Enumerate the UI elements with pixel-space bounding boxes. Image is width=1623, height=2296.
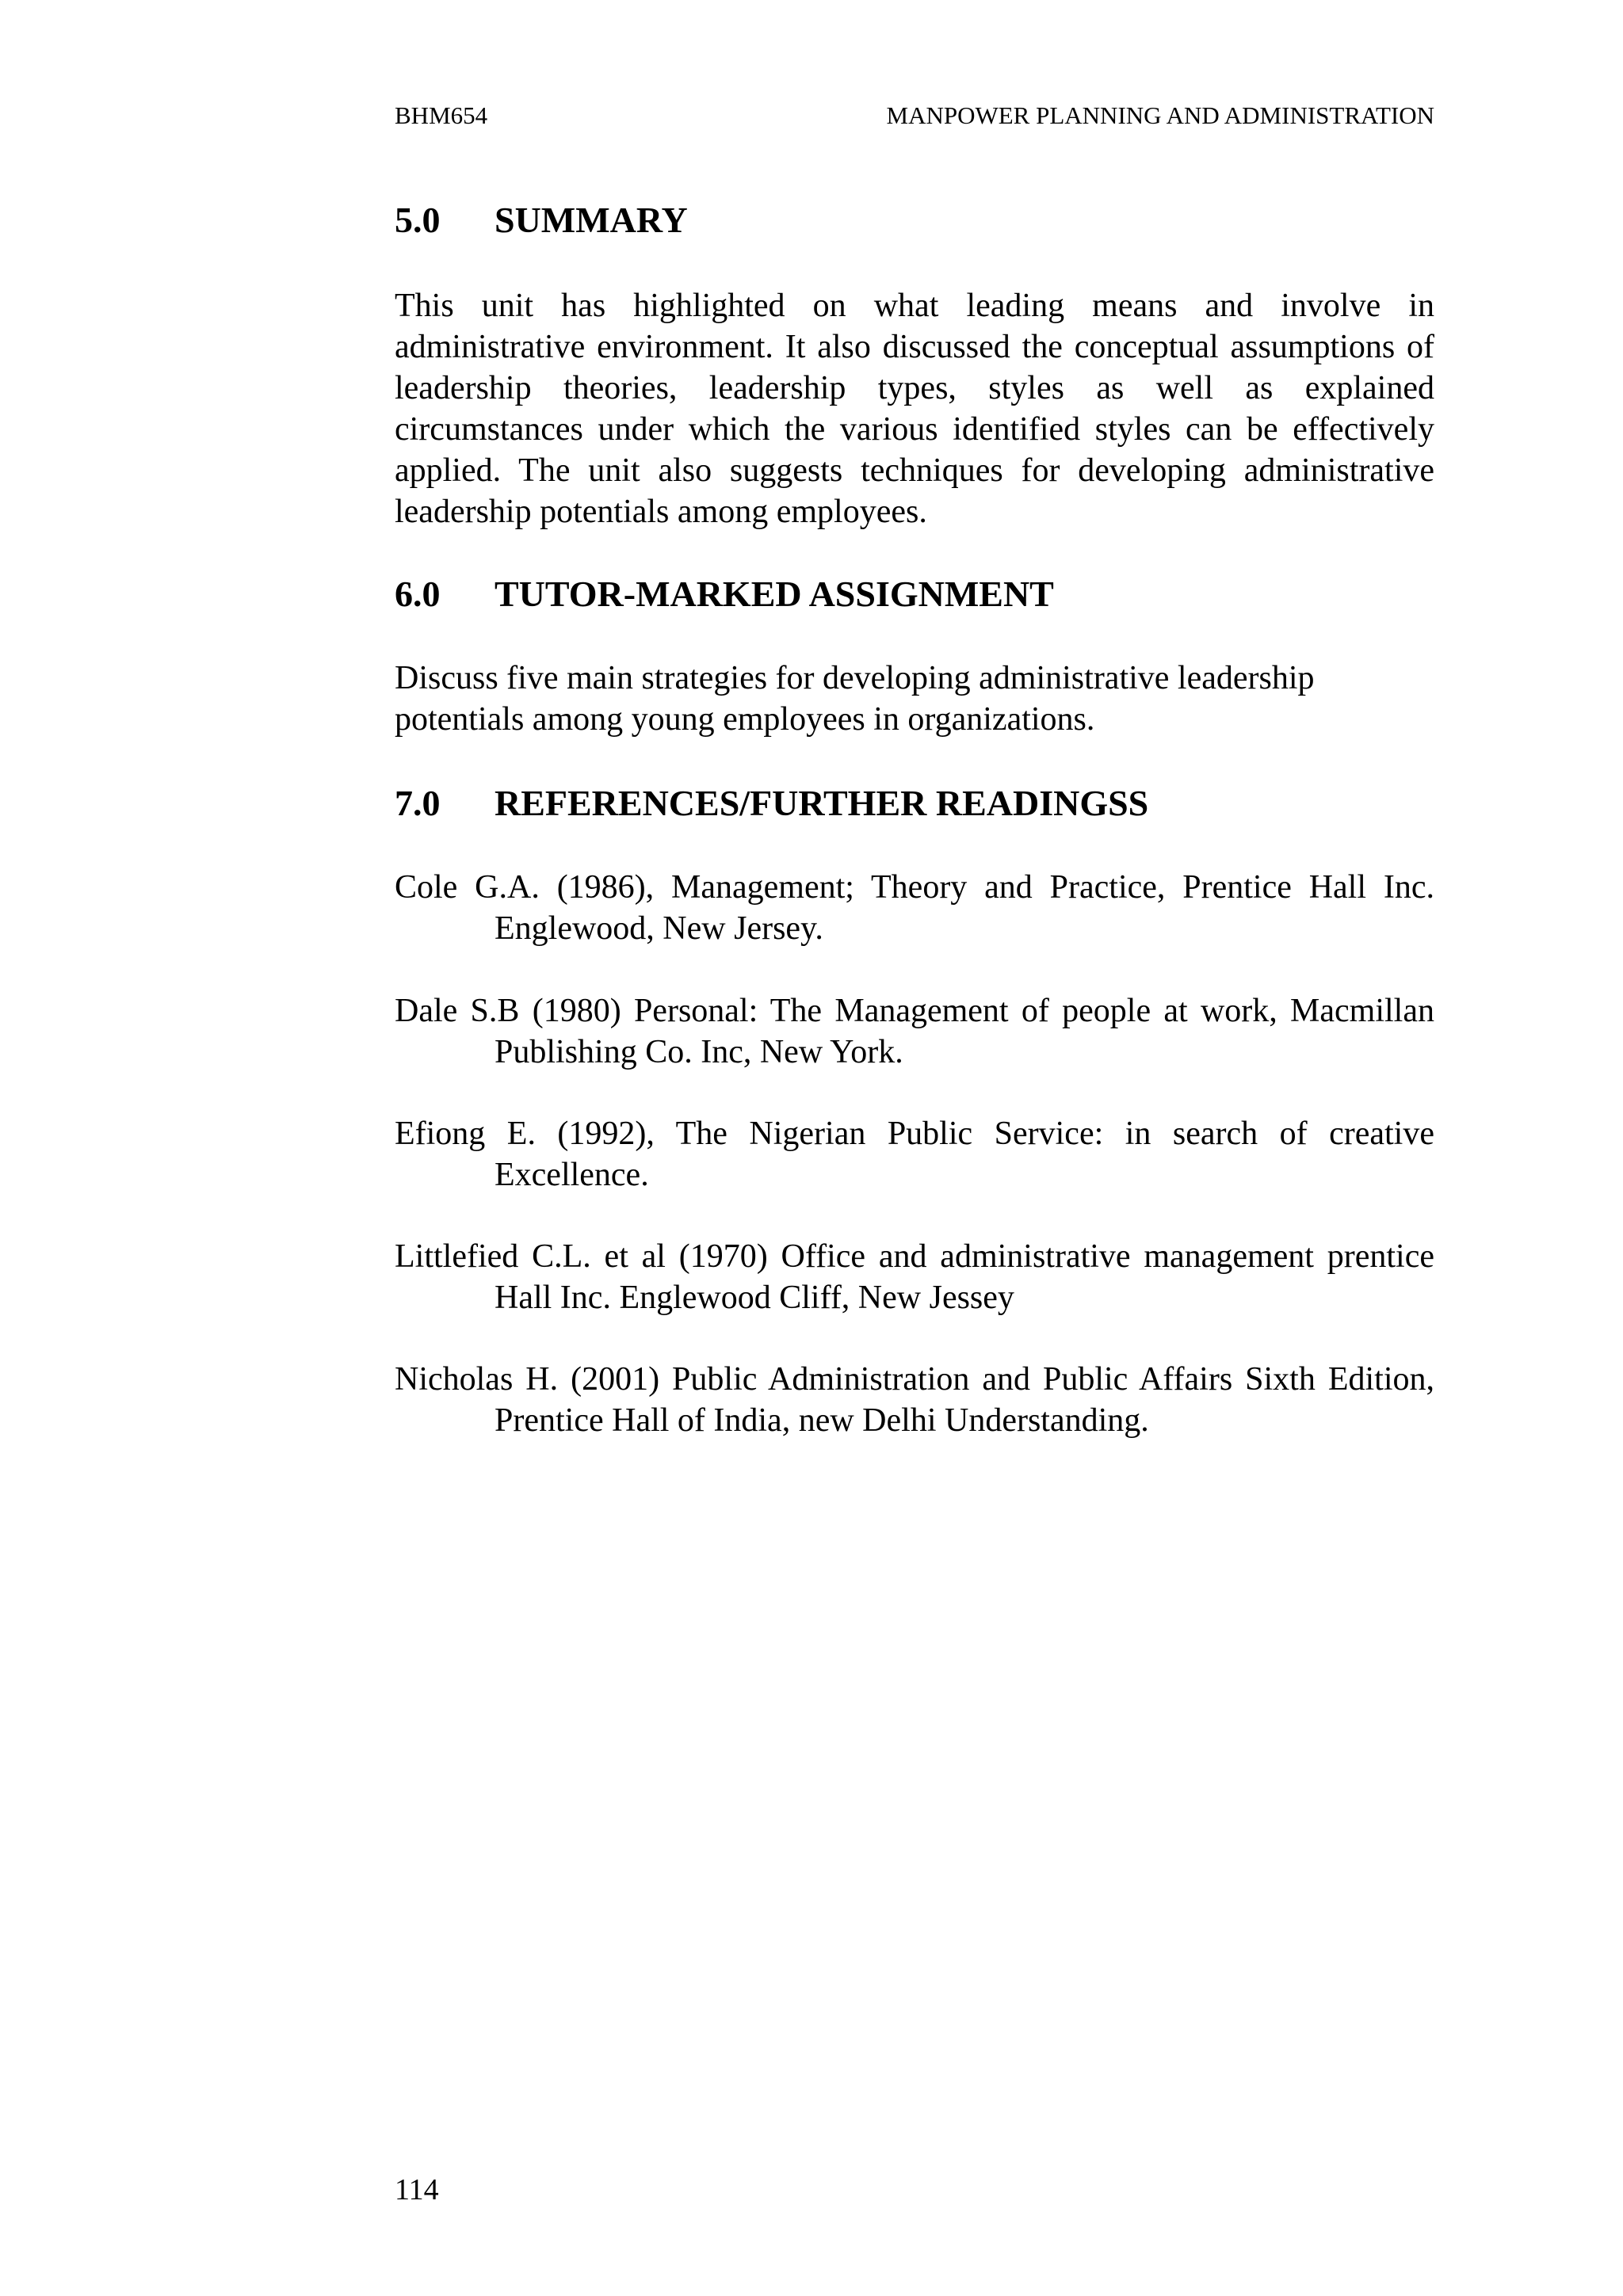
page-number: 114 [395, 2173, 439, 2206]
section-number: 7.0 [395, 783, 441, 823]
course-title: MANPOWER PLANNING AND ADMINISTRATION [886, 101, 1434, 129]
section-title: REFERENCES/FURTHER READINGSS [495, 783, 1149, 823]
section-number: 5.0 [395, 200, 441, 240]
reference-item: Efiong E. (1992), The Nigerian Public Service: in search of creative Excellence. [395, 1116, 1434, 1193]
section-heading-summary [395, 198, 1434, 242]
summary-paragraph: This unit has highlighted on what leading means and involve in administrative environment. It also discussed the conceptual assumptions of leadership theories, leadership types, styles as well as explained circumstances under which the various identified styles can be effectively applied. The unit also suggests techniques for developing administrative leadership potentials among employees. [395, 288, 1434, 530]
section-heading-references [395, 781, 1434, 826]
course-code: BHM654 [395, 101, 488, 129]
assignment-paragraph: Discuss five main strategies for developing administrative leadership potentials among young employees in organizations. [395, 660, 1315, 738]
reference-item: Cole G.A. (1986), Management; Theory and Practice, Prentice Hall Inc. Englewood, New Jersey. [395, 869, 1434, 947]
reference-item: Littlefied C.L. et al (1970) Office and administrative management prentice Hall Inc. Englewood Cliff, New Jessey [395, 1238, 1434, 1316]
section-heading-assignment [395, 572, 1434, 616]
section-title: TUTOR-MARKED ASSIGNMENT [495, 574, 1054, 614]
running-header [395, 100, 1434, 132]
section-title: SUMMARY [495, 200, 688, 240]
reference-item: Nicholas H. (2001) Public Administration and Public Affairs Sixth Edition, Prentice Hall of India, new Delhi Understanding. [395, 1361, 1434, 1439]
reference-item: Dale S.B (1980) Personal: The Management of people at work, Macmillan Publishing Co. Inc, New York. [395, 993, 1434, 1070]
section-number: 6.0 [395, 574, 441, 614]
